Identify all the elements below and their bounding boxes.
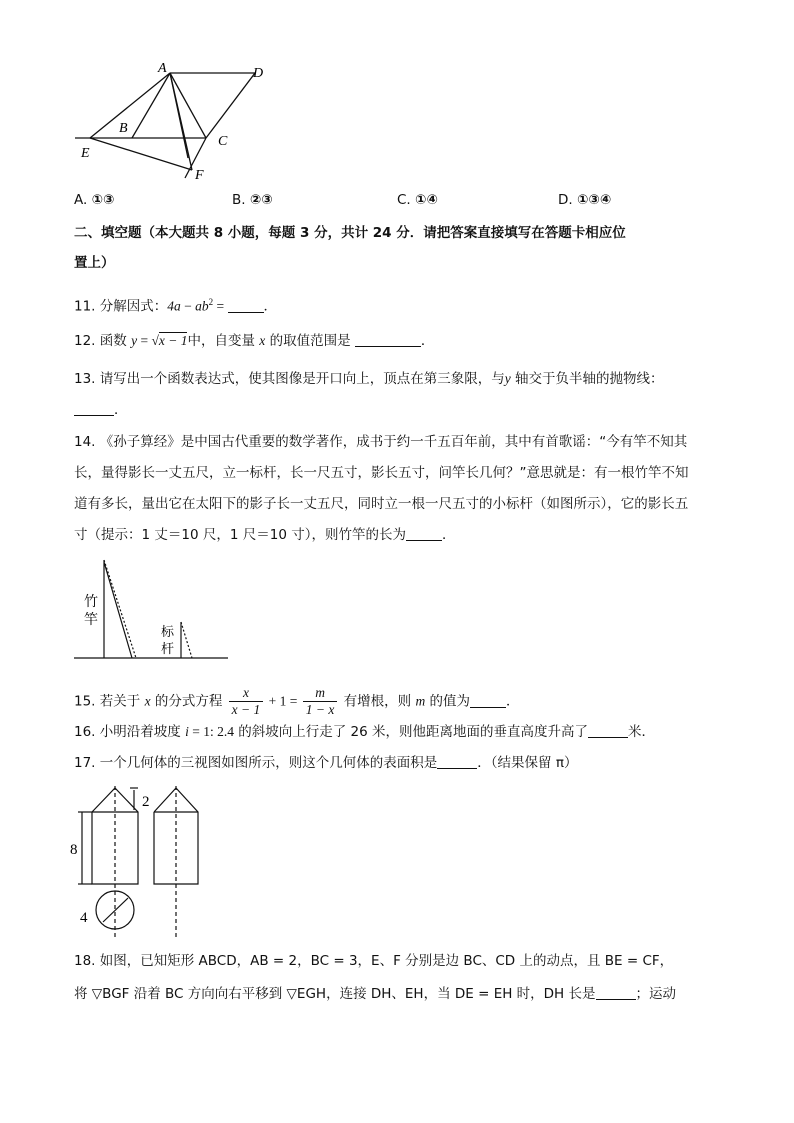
stick-label-2: 杆 <box>161 641 175 656</box>
stick-shadow-ray <box>181 622 192 658</box>
question-16: 16. 小明沿着坡度 i = 1: 2.4 的斜坡向上行走了 26 米，则他距离地面的垂直高度升高了 米． <box>74 724 656 740</box>
line-ab2 <box>170 73 188 158</box>
question-14-line2: 长，量得影长一丈五尺，立一标杆，长一尺五寸，影长五寸，问竿长几何？”意思就是：有一根竹竿不知 <box>74 465 689 481</box>
label-f: F <box>195 168 204 183</box>
dim-height-label: 8 <box>70 842 78 858</box>
line-ae <box>90 73 170 138</box>
label-c: C <box>218 134 228 149</box>
stick-label-1: 标 <box>161 624 175 639</box>
question-12: 12. 函数 y = √x − 1中，自变量 x 的取值范围是 ． <box>74 333 435 349</box>
answer-blank-14[interactable] <box>406 526 442 541</box>
section-title-line2: 置上） <box>74 255 115 271</box>
line-ef <box>90 138 192 170</box>
answer-blank-13[interactable] <box>74 401 114 416</box>
answer-blank-12[interactable] <box>355 332 421 347</box>
label-a: A <box>158 61 167 76</box>
geometry-figure <box>70 58 280 186</box>
three-views-figure <box>70 782 220 942</box>
option-a[interactable]: A. ①③ <box>74 192 115 208</box>
option-d[interactable]: D. ①③④ <box>558 192 612 208</box>
question-18-line2: 将 ▽BGF 沿着 BC 方向向右平移到 ▽EGH，连接 DH、EH，当 DE = EH 时，DH 长是 ；运动 <box>74 986 677 1002</box>
line-dc <box>206 73 255 138</box>
option-b[interactable]: B. ②③ <box>232 192 273 208</box>
answer-blank-17[interactable] <box>437 754 477 769</box>
pole-shadow-ray <box>104 560 136 658</box>
pole-shadow-figure <box>74 554 234 664</box>
label-d: D <box>253 66 264 81</box>
option-c[interactable]: C. ①④ <box>397 192 438 208</box>
pole-label-1: 竹 <box>84 595 98 610</box>
question-13-line2: ． <box>74 400 128 420</box>
question-14-line1: 14. 《孙子算经》是中国古代重要的数学著作，成书于约一千五百年前，其中有首歌谣：“今有竿不知其 <box>74 434 688 450</box>
question-18-line1: 18. 如图，已知矩形 ABCD，AB = 2，BC = 3，E、F 分别是边 BC、CD 上的动点，且 BE = CF， <box>74 953 674 969</box>
answer-blank-18[interactable] <box>596 985 636 1000</box>
pole-label-2: 竿 <box>84 613 98 628</box>
dim-diameter-label: 4 <box>80 910 88 926</box>
question-13-line1: 13. 请写出一个函数表达式，使其图像是开口向上，顶点在第三象限，与y 轴交于负半轴的抛物线： <box>74 371 664 387</box>
label-b: B <box>119 121 128 136</box>
question-17: 17. 一个几何体的三视图如图所示，则这个几何体的表面积是 ．（结果保留 π） <box>74 755 578 771</box>
section-title-line1: 二、填空题（本大题共 8 小题，每题 3 分，共计 24 分．请把答案直接填写在答题卡相应位 <box>74 225 626 241</box>
answer-blank-15[interactable] <box>470 693 506 708</box>
line-ac <box>170 73 206 138</box>
line-ab <box>132 73 170 138</box>
question-15: 15. 若关于 x 的分式方程 $\frac{x}{x - 1}$ + 1 = $\frac{m}{1 - x}$ 有增根，则 m 的值为 ． <box>74 685 520 717</box>
question-11: 11. 分解因式：$4a - ab^2$ = ． <box>74 297 278 315</box>
question-14-line4: 寸（提示：1 丈＝10 尺，1 尺＝10 寸），则竹竿的长为 ． <box>74 527 456 543</box>
answer-blank-11[interactable] <box>228 298 264 313</box>
question-14-line3: 道有多长，量出它在太阳下的影子长一丈五尺，同时立一根一尺五寸的小标杆（如图所示），它的影长五 <box>74 496 689 512</box>
answer-blank-16[interactable] <box>588 723 628 738</box>
dim-top-label: 2 <box>142 794 150 810</box>
label-e: E <box>81 146 90 161</box>
pole-shadow-edge <box>104 562 132 658</box>
